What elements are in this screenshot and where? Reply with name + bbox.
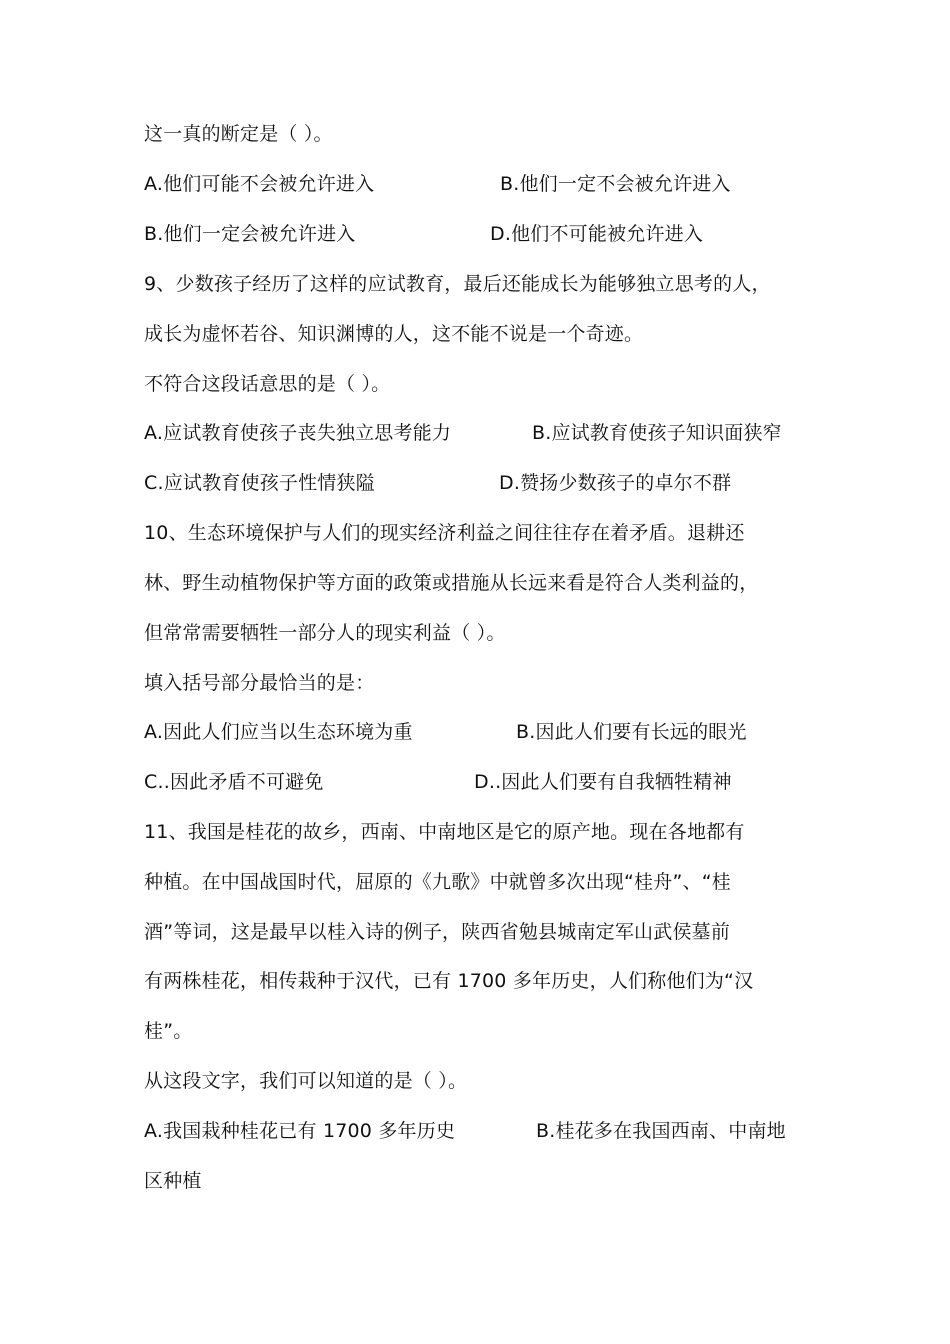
option-d: D..因此人们要有自我牺牲精神 (474, 771, 732, 793)
option-a: A.因此人们应当以生态环境为重 (144, 721, 413, 743)
question-10-text: 但常常需要牺牲一部分人的现实利益（ ）。 (144, 622, 506, 644)
option-c: C..因此矛盾不可避免 (144, 771, 324, 793)
question-9-text: 成长为虚怀若谷、知识渊博的人，这不能不说是一个奇迹。 (144, 323, 644, 345)
question-10-text: 10、生态环境保护与人们的现实经济利益之间往往存在着矛盾。退耕还 (144, 522, 745, 544)
option-a: A.应试教育使孩子丧失独立思考能力 (144, 422, 452, 444)
option-b: B.他们一定不会被允许进入 (500, 173, 731, 195)
question-9-prompt: 不符合这段话意思的是（ ）。 (144, 373, 391, 395)
question-11-text: 有两株桂花，相传栽种于汉代，已有 1700 多年历史，人们称他们为“汉 (144, 970, 754, 992)
option-c: C.应试教育使孩子性情狭隘 (144, 472, 375, 494)
option-b-continued: 区种植 (144, 1170, 202, 1192)
question-11-text: 11、我国是桂花的故乡，西南、中南地区是它的原产地。现在各地都有 (144, 821, 745, 843)
option-row (144, 1106, 786, 1156)
option-b: B.因此人们要有长远的眼光 (516, 721, 747, 743)
question-11-text: 种植。在中国战国时代，屈原的《九歌》中就曾多次出现“桂舟”、“桂 (144, 871, 731, 893)
question-11-text: 酒”等词，这是最早以桂入诗的例子，陕西省勉县城南定军山武侯墓前 (144, 921, 731, 943)
option-row (144, 757, 732, 807)
option-a: A.我国栽种桂花已有 1700 多年历史 (144, 1120, 456, 1142)
option-row (144, 159, 731, 209)
question-10-prompt: 填入括号部分最恰当的是： (144, 672, 375, 694)
option-row (144, 707, 747, 757)
option-row (144, 458, 732, 508)
option-d: D.赞扬少数孩子的卓尔不群 (499, 472, 732, 494)
option-c: B.他们一定会被允许进入 (144, 223, 356, 245)
question-text-line: 这一真的断定是（ ）。 (144, 123, 333, 145)
option-b: B.桂花多在我国西南、中南地 (536, 1120, 786, 1142)
option-d: D.他们不可能被允许进入 (490, 223, 704, 245)
option-row (144, 408, 782, 458)
question-10-text: 林、野生动植物保护等方面的政策或措施从长远来看是符合人类利益的， (144, 572, 759, 594)
question-9-text: 9、少数孩子经历了这样的应试教育，最后还能成长为能够独立思考的人， (144, 273, 771, 295)
option-a: A.他们可能不会被允许进入 (144, 173, 375, 195)
question-11-text: 桂”。 (144, 1020, 193, 1042)
option-b: B.应试教育使孩子知识面狭窄 (532, 422, 782, 444)
option-row (144, 209, 704, 259)
question-11-prompt: 从这段文字，我们可以知道的是（ ）。 (144, 1070, 468, 1092)
